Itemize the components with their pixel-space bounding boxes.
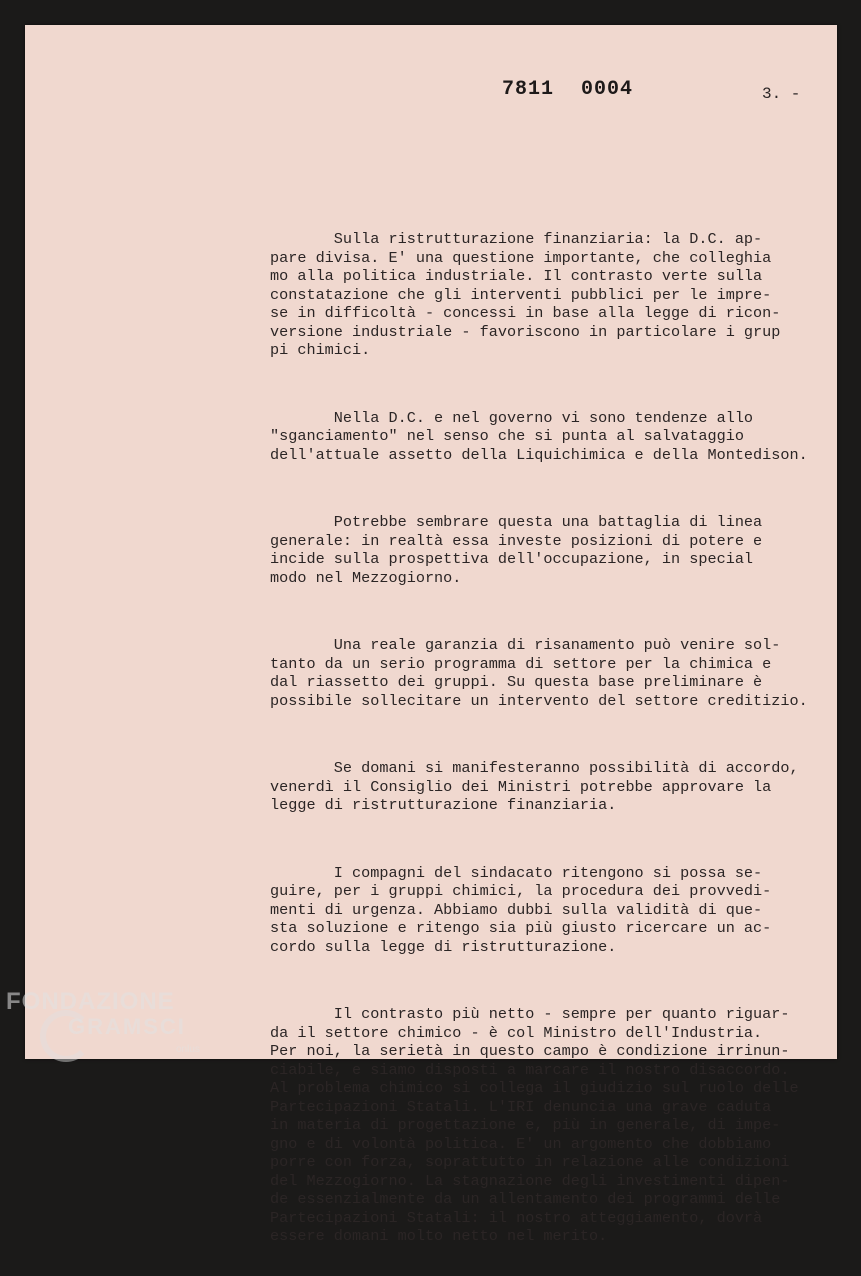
paragraph: Il contrasto più netto - sempre per quanto riguar- da il settore chimico - è col Ministro dell'Industria. Per noi, la serietà in questo campo è condizione irrinun- ciabile, e siamo disposti a marcare il nostro disaccordo. Al problema chimico si collega il giudizio sul ruolo delle Partecipazioni Statali. L'IRI denuncia una grave caduta in materia di progettazione e, più in generale, di impe- gno e di volontà politica. E' un argomento che dobbiamo porre con forza, soprattutto in relazione alle condizioni del Mezzogiorno. La stagnazione degli investimenti dipen- de essenzialmente da un allentamento dei programmi delle Partecipazioni Statali: il nostro atteggiamento, dovrà essere domani molto netto nel merito. (270, 1005, 799, 1245)
watermark-line-2: GRAMSCI (68, 1014, 186, 1039)
watermark-line-3: onlus (176, 1044, 200, 1055)
paragraph: Se domani si manifesteranno possibilità di accordo, venerdì il Consiglio dei Ministri potrebbe approvare la legge di ristrutturazione finanziaria. (270, 759, 799, 814)
document-body (270, 193, 845, 1276)
page-number: 3. - (762, 85, 801, 103)
document-number: 7811 0004 (502, 78, 634, 101)
paragraph: Una reale garanzia di risanamento può venire sol- tanto da un serio programma di settore per la chimica e dal riassetto dei gruppi. Su questa base preliminare è possibile sollecitare un intervento del settore creditizio. (270, 636, 808, 710)
paragraph: Sulla ristrutturazione finanziaria: la D.C. ap- pare divisa. E' una questione importante, che colleghia mo alla politica industriale. Il contrasto verte sulla constatazione che gli interventi pubblici per le impre- se in difficoltà - concessi in base alla legge di ricon- versione industriale - favoriscono in particolare i grup pi chimici. (270, 230, 781, 359)
fondazione-gramsci-watermark (6, 988, 200, 1055)
paragraph: Potrebbe sembrare questa una battaglia di linea generale: in realtà essa investe posizioni di potere e incide sulla prospettiva dell'occupazione, in special modo nel Mezzogiorno. (270, 513, 763, 587)
watermark-line-1: FONDAZIONE (6, 988, 175, 1015)
paragraph: Nella D.C. e nel governo vi sono tendenze allo "sganciamento" nel senso che si punta al salvataggio dell'attuale assetto della Liquichimica e della Montedison. (270, 408, 808, 464)
paragraph: I compagni del sindacato ritengono si possa se- guire, per i gruppi chimici, la procedura dei provvedi- menti di urgenza. Abbiamo dubbi sulla validità di que- sta soluzione e ritengo sia più giusto ricercare un ac- cordo sulla legge di ristrutturazione. (270, 863, 772, 956)
